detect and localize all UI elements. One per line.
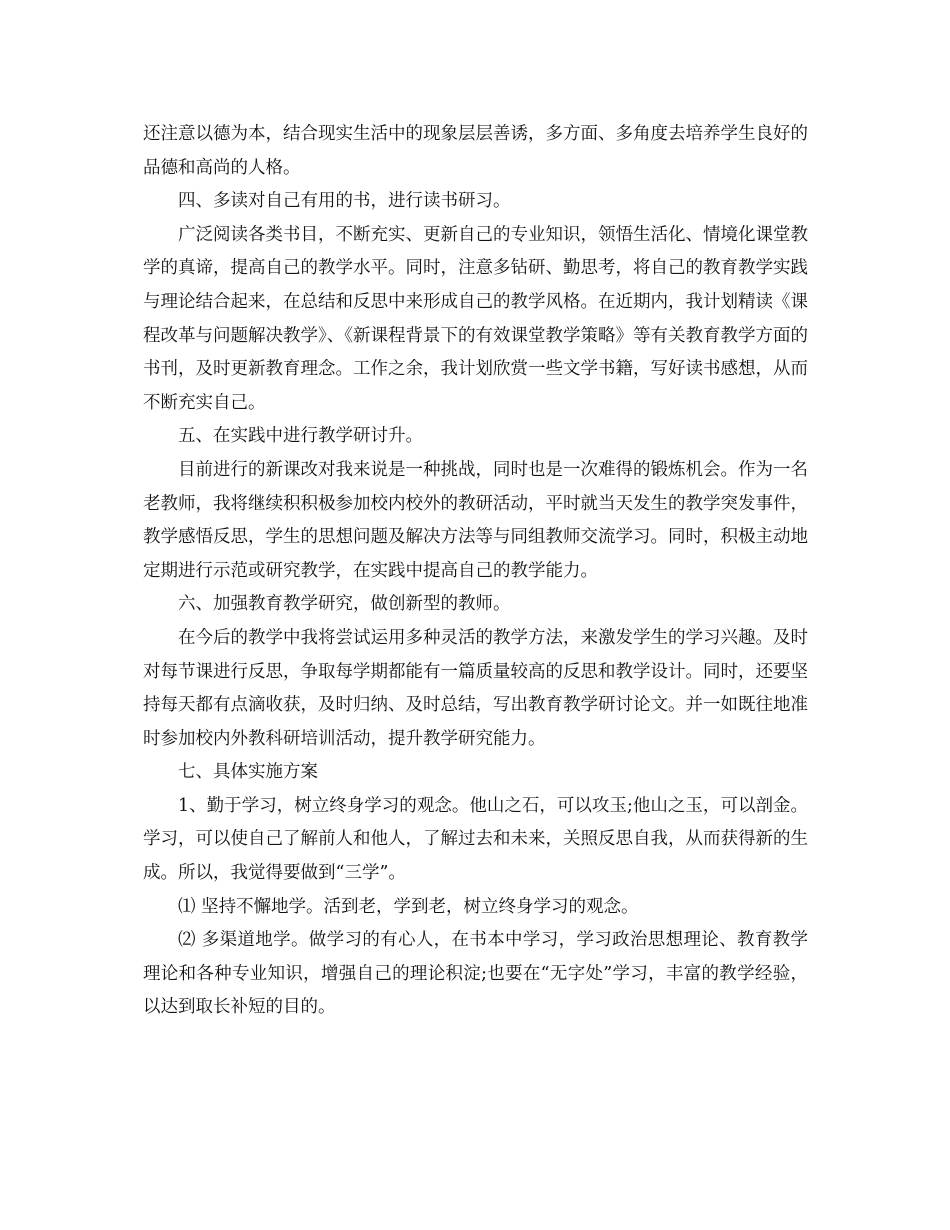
paragraph-lifelong-learning: 1、勤于学习，树立终身学习的观念。他山之石，可以攻玉;他山之玉，可以剖金。学习，可以使自己了解前人和他人，了解过去和未来，关照反思自我，从而获得新的生成。所以，我觉得要做到“三学”。 [143, 795, 808, 884]
heading-implementation-plan: 七、具体实施方案 [178, 762, 318, 783]
paragraph-moral-education: 还注意以德为本，结合现实生活中的现象层层善诱，多方面、多角度去培养学生良好的品德和高尚的人格。 [143, 124, 808, 178]
heading-teaching-research: 六、加强教育教学研究，做创新型的教师。 [178, 594, 511, 615]
paragraph-teaching-research: 在今后的教学中我将尝试运用多种灵活的教学方法，来激发学生的学习兴趣。及时对每节课进行反思，争取每学期都能有一篇质量较高的反思和教学设计。同时，还要坚持每天都有点滴收获，及时归纳、及时总结，写出教育教学研讨论文。并一如既往地准时参加校内外教科研培训活动，提升教学研究能力。 [143, 627, 808, 749]
heading-reading: 四、多读对自己有用的书，进行读书研习。 [178, 191, 511, 212]
document-body [143, 118, 808, 1025]
heading-practice-research: 五、在实践中进行教学研讨升。 [178, 426, 423, 447]
paragraph-practice-research: 目前进行的新课改对我来说是一种挑战，同时也是一次难得的锻炼机会。作为一名老教师，我将继续积积极参加校内校外的教研活动，平时就当天发生的教学突发事件，教学感悟反思，学生的思想问题及解决方法等与同组教师交流学习。同时，积极主动地定期进行示范或研究教学，在实践中提高自己的教学能力。 [143, 459, 808, 581]
paragraph-persistent-learning: ⑴ 坚持不懈地学。活到老，学到老，树立终身学习的观念。 [178, 896, 639, 917]
paragraph-reading: 广泛阅读各类书目，不断充实、更新自己的专业知识，领悟生活化、情境化课堂教学的真谛，提高自己的教学水平。同时，注意多钻研、勤思考，将自己的教育教学实践与理论结合起来，在总结和反思中来形成自己的教学风格。在近期内，我计划精读《课程改革与问题解决教学》、《新课程背景下的有效课堂教学策略》等有关教育教学方面的书刊，及时更新教育理念。工作之余，我计划欣赏一些文学书籍，写好读书感想，从而不断充实自己。 [143, 224, 808, 413]
paragraph-multichannel-learning: ⑵ 多渠道地学。做学习的有心人，在书本中学习，学习政治思想理论、教育教学理论和各种专业知识，增强自己的理论积淀;也要在“无字处”学习，丰富的教学经验，以达到取长补短的目的。 [143, 930, 808, 1018]
